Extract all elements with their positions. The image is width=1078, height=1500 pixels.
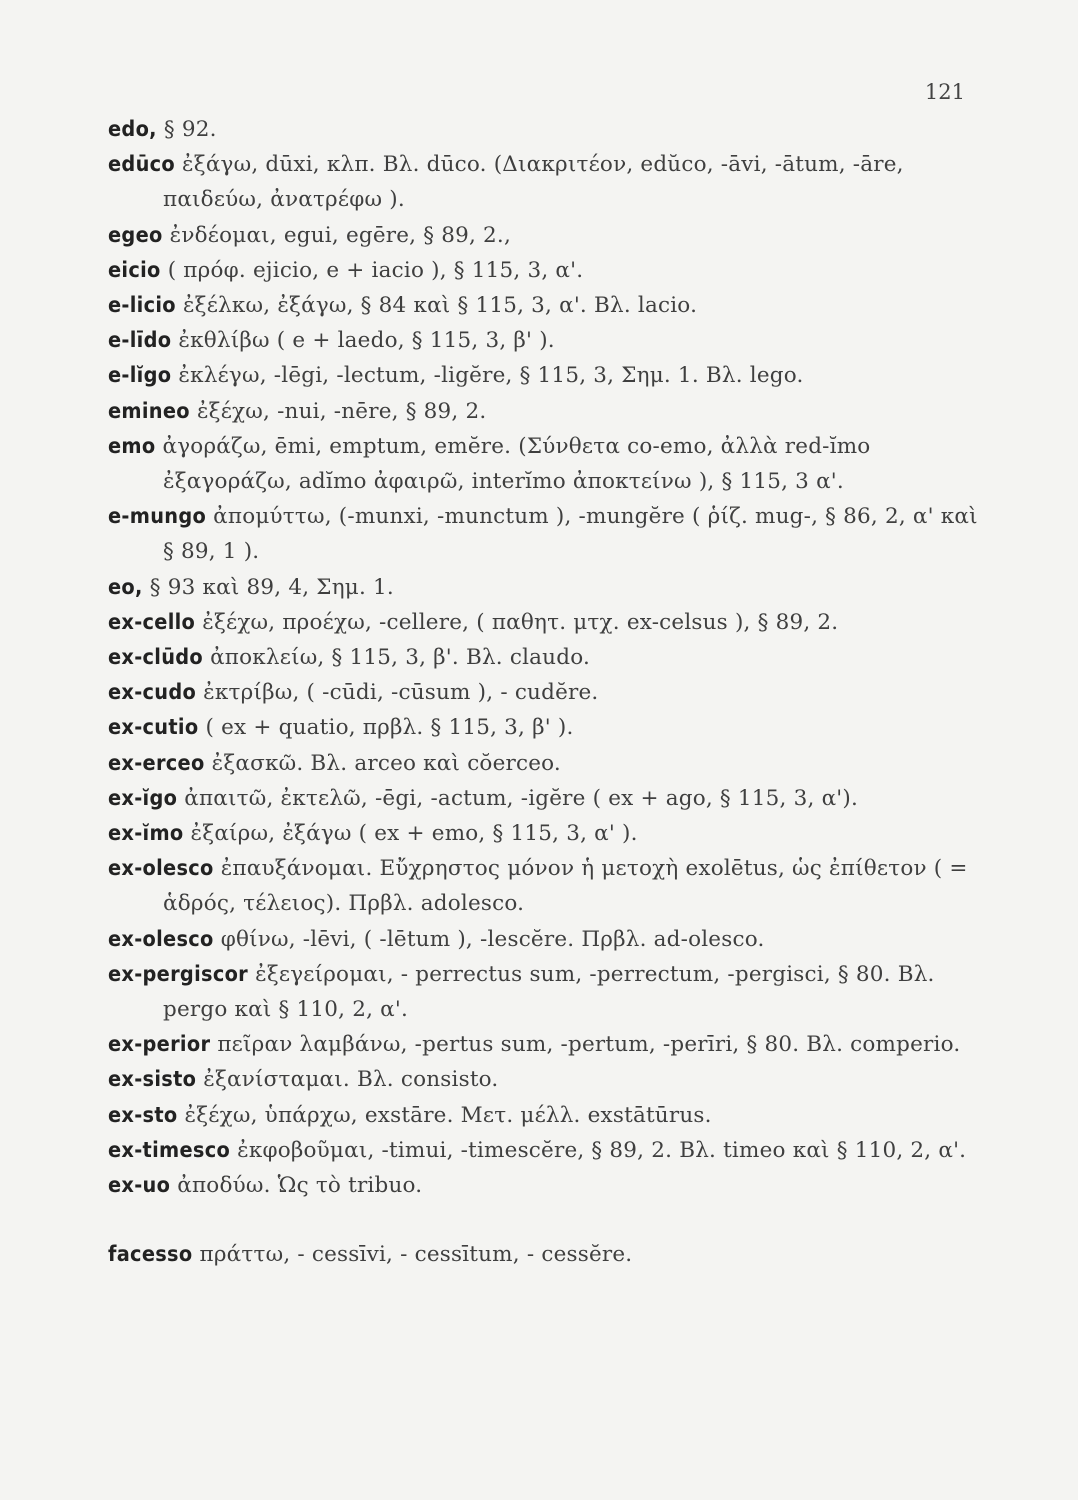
entry-definition: ἐκλέγω, -lēgi, -lectum, -ligĕre, § 115, 3, Σημ. 1. Βλ. lego. [178, 363, 804, 389]
list-item [108, 605, 983, 640]
entry-definition: ἀπομύττω, (-munxi, -munctum ), -mungĕre ( ῥίζ. mug-, § 86, 2, α' καὶ § 89, 1 ). [163, 504, 978, 565]
entry-definition: ἀποδύω. Ὡς τὸ tribuo. [177, 1173, 423, 1199]
entry-headword: e-lĭgo [108, 363, 172, 389]
entry-definition: ἐξανίσταμαι. Βλ. consisto. [203, 1067, 499, 1093]
entry-definition: φθίνω, -lēvi, ( -lētum ), -lescĕre. Πρβλ. ad-olesco. [220, 926, 765, 952]
list-item [108, 1168, 983, 1203]
entry-headword: ex-ĭgo [108, 785, 178, 811]
entry-headword: ex-cello [108, 609, 196, 635]
entry-definition: § 93 καὶ 89, 4, Σημ. 1. [149, 574, 394, 600]
entry-headword: ex-ĭmo [108, 821, 184, 847]
list-item [108, 816, 983, 851]
list-item [108, 746, 983, 781]
entry-definition: ἐξεγείρομαι, - perrectus sum, -perrectum, -pergisci, § 80. Βλ. pergo καὶ § 110, 2, α'. [163, 961, 935, 1023]
entry-headword: eicio [108, 257, 161, 283]
entry-definition: ἐνδέομαι, egui, egēre, § 89, 2., [169, 222, 511, 248]
dictionary-entries [108, 112, 983, 1273]
page-number: 121 [924, 80, 965, 104]
entry-definition: ἐξέχω, -nui, -nēre, § 89, 2. [196, 398, 487, 424]
entry-definition: ἐκφοβοῦμαι, -timui, -timescĕre, § 89, 2. Βλ. timeo καὶ § 110, 2, α'. [237, 1137, 967, 1163]
list-item [108, 218, 983, 253]
list-item [108, 147, 983, 217]
list-item [108, 358, 983, 393]
entry-definition: ἐκθλίβω ( e + laedo, § 115, 3, β' ). [178, 328, 555, 354]
entry-definition: ( πρόφ. ejicio, e + iacio ), § 115, 3, α'. [167, 257, 584, 283]
list-item [108, 1027, 983, 1062]
list-item [108, 323, 983, 358]
entry-definition: ἐπαυξάνομαι. Εὔχρηστος μόνον ἡ μετοχὴ exolētus, ὡς ἐπίθετον ( = ἁδρός, τέλειος). Πρβλ. adolesco. [163, 856, 968, 917]
entry-headword: ex-erceo [108, 750, 205, 776]
entry-headword: ex-uo [108, 1173, 171, 1199]
list-item [108, 1062, 983, 1097]
list-item [108, 1237, 983, 1272]
entry-headword: e-licio [108, 293, 176, 319]
list-item [108, 1133, 983, 1168]
entry-definition: ἀποκλείω, § 115, 3, β'. Βλ. claudo. [210, 645, 590, 671]
entry-headword: ex-timesco [108, 1137, 231, 1163]
list-item [108, 1098, 983, 1133]
entry-headword: edo, [108, 117, 157, 142]
entry-definition: ἐξαίρω, ἐξάγω ( ex + emo, § 115, 3, α' ). [190, 821, 638, 847]
entry-definition: ἐξέλκω, ἐξάγω, § 84 καὶ § 115, 3, α'. Βλ. lacio. [182, 293, 698, 319]
list-item [108, 253, 983, 288]
entry-headword: eo, [108, 574, 143, 600]
entry-headword: ex-cutio [108, 715, 199, 741]
entry-headword: ex-perior [108, 1032, 211, 1058]
entry-headword: ex-sisto [108, 1067, 197, 1093]
entry-definition: ἐξέχω, ὑπάρχω, exstāre. Μετ. μέλλ. exstātūrus. [184, 1102, 712, 1128]
entry-headword: ex-olesco [108, 856, 214, 882]
list-item [108, 851, 983, 921]
section-gap [108, 1203, 983, 1237]
list-item [108, 675, 983, 710]
entry-definition: ἀπαιτῶ, ἐκτελῶ, -ēgi, -actum, -igĕre ( ex + ago, § 115, 3, α'). [184, 785, 859, 811]
entry-headword: e-līdo [108, 328, 172, 354]
entry-headword: facesso [108, 1242, 193, 1268]
list-item [108, 394, 983, 429]
list-item [108, 499, 983, 569]
list-item [108, 429, 983, 499]
entry-headword: emineo [108, 398, 190, 424]
entry-definition: ἀγοράζω, ēmi, emptum, emĕre. (Σύνθετα co-emo, ἀλλὰ red-ĭmo ἐξαγοράζω, adĭmo ἀφαιρῶ, interĭmo ἀποκτείνω ), § 115, 3 α'. [162, 433, 871, 495]
list-item [108, 288, 983, 323]
entry-definition: ἐξέχω, προέχω, -cellere, ( παθητ. μτχ. ex-celsus ), § 89, 2. [202, 609, 839, 635]
entry-headword: edūco [108, 152, 175, 178]
list-item [108, 922, 983, 957]
entry-headword: ex-sto [108, 1102, 178, 1128]
entry-headword: ex-pergiscor [108, 961, 249, 987]
entry-definition: ἐκτρίβω, ( -cūdi, -cūsum ), - cudĕre. [203, 680, 599, 706]
entry-definition: πεῖραν λαμβάνω, -pertus sum, -pertum, -perīri, § 80. Βλ. comperio. [217, 1032, 961, 1058]
list-item [108, 710, 983, 745]
entry-definition: ἐξασκῶ. Βλ. arceo καὶ cŏerceo. [211, 750, 561, 776]
entry-definition: ἐξάγω, dūxi, κλπ. Βλ. dūco. (Διακριτέον, edŭco, -āvi, -ātum, -āre, παιδεύω, ἀνατρέφω ). [163, 152, 904, 213]
entry-definition: § 92. [163, 117, 217, 142]
entry-headword: emo [108, 433, 156, 459]
entry-definition: ( ex + quatio, πρβλ. § 115, 3, β' ). [205, 715, 574, 741]
list-item [108, 640, 983, 675]
list-item [108, 112, 983, 147]
list-item [108, 781, 983, 816]
entry-headword: ex-cudo [108, 680, 197, 706]
entry-headword: e-mungo [108, 504, 207, 530]
entry-headword: ex-olesco [108, 926, 214, 952]
list-item [108, 570, 983, 605]
entry-headword: ex-clūdo [108, 645, 204, 671]
entry-headword: egeo [108, 222, 163, 248]
entry-definition: πράττω, - cessīvi, - cessītum, - cessĕre. [199, 1242, 633, 1268]
list-item [108, 957, 983, 1027]
